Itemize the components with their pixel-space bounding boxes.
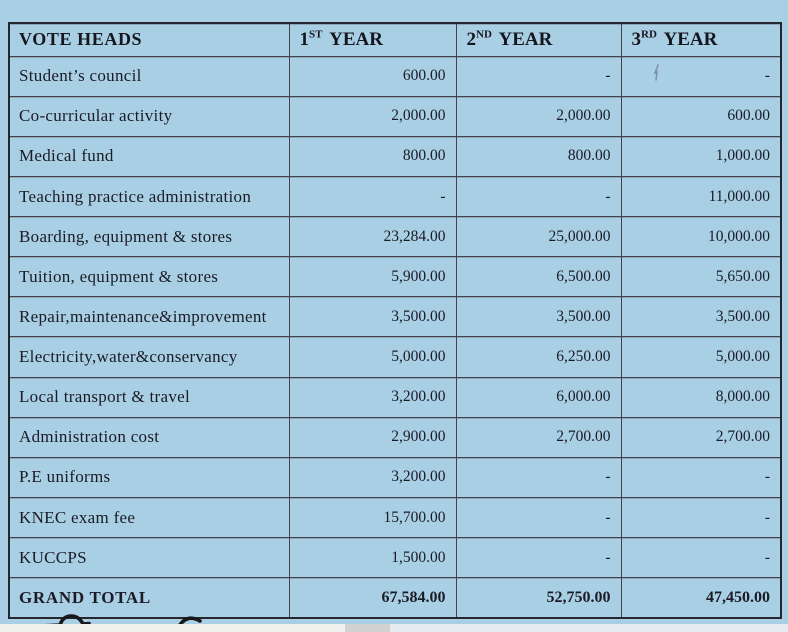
amount-year1: 1,500.00: [289, 538, 456, 578]
scanner-edge-strip-right: [390, 624, 788, 632]
amount-year2: -: [456, 497, 621, 537]
fee-structure-table: [8, 22, 782, 619]
year1-word: YEAR: [329, 28, 383, 50]
amount-year1: 800.00: [289, 136, 456, 176]
grand-total-row: [9, 578, 781, 618]
amount-year3: -: [621, 56, 781, 96]
amount-year2: -: [456, 457, 621, 497]
vote-head-label: Teaching practice administration: [9, 176, 289, 216]
amount-year3: 5,650.00: [621, 257, 781, 297]
amount-year1: 3,500.00: [289, 297, 456, 337]
vote-head-label: Local transport & travel: [9, 377, 289, 417]
amount-year2: 6,500.00: [456, 257, 621, 297]
table-row: [9, 96, 781, 136]
amount-year2: 6,250.00: [456, 337, 621, 377]
grand-total-year2: 52,750.00: [456, 578, 621, 618]
header-row: [9, 23, 781, 56]
table-row: [9, 457, 781, 497]
table-row: [9, 176, 781, 216]
amount-year1: -: [289, 176, 456, 216]
vote-head-label: Tuition, equipment & stores: [9, 257, 289, 297]
year2-ordinal: ND: [476, 28, 492, 41]
vote-head-label: Repair,maintenance&improvement: [9, 297, 289, 337]
vote-head-label: Co-curricular activity: [9, 96, 289, 136]
amount-year2: 25,000.00: [456, 217, 621, 257]
table-row: [9, 136, 781, 176]
vote-head-label: Boarding, equipment & stores: [9, 217, 289, 257]
table-row: [9, 337, 781, 377]
year1-ordinal: ST: [309, 28, 323, 41]
vote-head-label: KNEC exam fee: [9, 497, 289, 537]
amount-year2: 6,000.00: [456, 377, 621, 417]
vote-head-label: P.E uniforms: [9, 457, 289, 497]
table-row: [9, 538, 781, 578]
amount-year1: 2,900.00: [289, 417, 456, 457]
amount-year1: 3,200.00: [289, 457, 456, 497]
year1-header: [289, 23, 456, 56]
amount-year3: 8,000.00: [621, 377, 781, 417]
grand-total-label: GRAND TOTAL: [9, 578, 289, 618]
scanner-edge-strip-gray: [345, 624, 390, 632]
amount-year3: -: [621, 497, 781, 537]
amount-year3: 5,000.00: [621, 337, 781, 377]
table-row: [9, 297, 781, 337]
table-row: [9, 417, 781, 457]
amount-year1: 5,900.00: [289, 257, 456, 297]
table-row: [9, 56, 781, 96]
year3-ordinal: RD: [641, 28, 657, 41]
grand-total-year3: 47,450.00: [621, 578, 781, 618]
amount-year3: -: [621, 457, 781, 497]
amount-year2: 2,000.00: [456, 96, 621, 136]
amount-year1: 3,200.00: [289, 377, 456, 417]
vote-head-label: Medical fund: [9, 136, 289, 176]
amount-year3: -: [621, 538, 781, 578]
year2-number: 2: [466, 28, 476, 50]
amount-year1: 15,700.00: [289, 497, 456, 537]
table-row: [9, 217, 781, 257]
amount-year3: 2,700.00: [621, 417, 781, 457]
table-row: [9, 377, 781, 417]
vote-head-label: Student’s council: [9, 56, 289, 96]
vote-head-label: Administration cost: [9, 417, 289, 457]
year2-word: YEAR: [498, 28, 553, 50]
vote-heads-header: VOTE HEADS: [9, 23, 289, 56]
year2-header: [456, 23, 621, 56]
year1-number: 1: [299, 28, 309, 50]
amount-year1: 23,284.00: [289, 217, 456, 257]
scanner-edge-strip-left: [0, 624, 345, 632]
vote-head-label: Electricity,water&conservancy: [9, 337, 289, 377]
amount-year2: -: [456, 538, 621, 578]
scanner-edge-strip: [0, 624, 788, 632]
amount-year2: 3,500.00: [456, 297, 621, 337]
amount-year2: -: [456, 176, 621, 216]
amount-year1: 2,000.00: [289, 96, 456, 136]
grand-total-year1: 67,584.00: [289, 578, 456, 618]
year3-word: YEAR: [663, 28, 718, 50]
year3-number: 3: [631, 28, 641, 50]
table-row: [9, 257, 781, 297]
amount-year3: 600.00: [621, 96, 781, 136]
amount-year2: 2,700.00: [456, 417, 621, 457]
amount-year2: -: [456, 56, 621, 96]
amount-year3: 10,000.00: [621, 217, 781, 257]
vote-head-label: KUCCPS: [9, 538, 289, 578]
year3-header: [621, 23, 781, 56]
amount-year3: 1,000.00: [621, 136, 781, 176]
amount-year3: 11,000.00: [621, 176, 781, 216]
amount-year2: 800.00: [456, 136, 621, 176]
amount-year1: 5,000.00: [289, 337, 456, 377]
table-row: [9, 497, 781, 537]
amount-year1: 600.00: [289, 56, 456, 96]
amount-year3: 3,500.00: [621, 297, 781, 337]
